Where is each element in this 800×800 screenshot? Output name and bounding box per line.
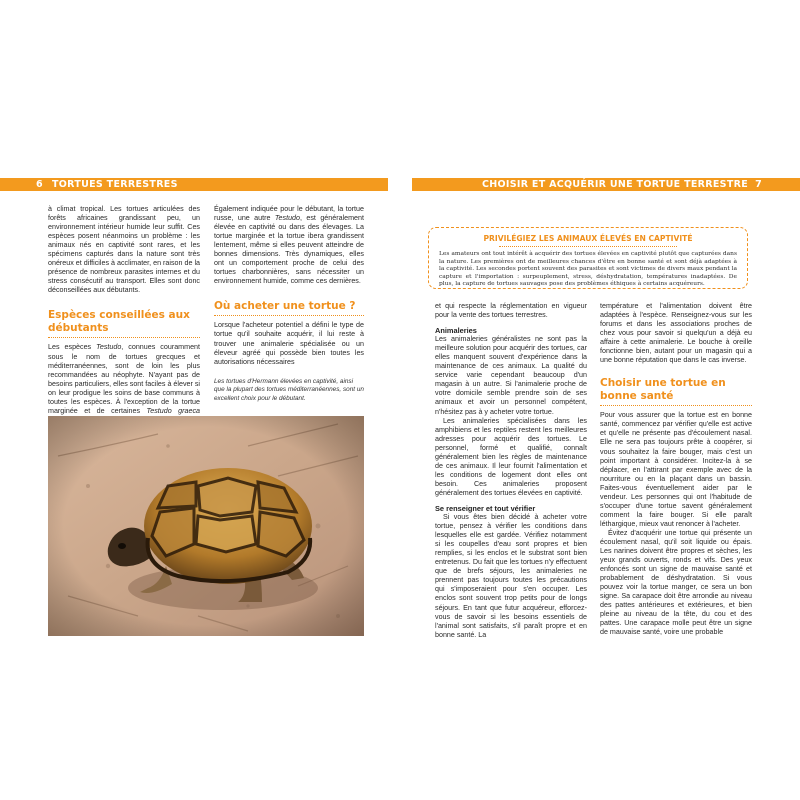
page-number-left: 6	[36, 179, 43, 190]
hermann-tortoise-photo	[48, 416, 364, 636]
section2-paragraph: Lorsque l'acheteur potentiel a défini le type de tortue qu'il souhaite acquérir, il lui reste à trouver une animalerie spécialisée ou un éleveur agréé qui possède bien toutes les autorisations nécessaires	[214, 321, 364, 366]
running-head-band-right	[412, 178, 800, 191]
section1-paragraph: Les espèces Testudo, connues couramment sous le nom de tortues grecques et méditerranéennes, sont de loin les plus recommandées au néophyte. N'ayant pas de besoins particuliers, elles sont faciles à élever si on leur prodigue les soins de base communs à toutes les espèces. À l'exception de la tortue marginée et de certaines Testudo graeca	[48, 343, 201, 415]
col4-intro-paragraph: température et l'alimentation doivent être adaptées à l'espèce. Renseignez-vous sur les forums et dans les associations proches de chez vous pour savoir si quelqu'un a déjà eu affaire à cette animalerie. Le bouche à oreille fonctionne bien, autant pour un magasin qui a une bonne réputation que dans le cas inverse.	[600, 302, 752, 365]
subsection-title-animaleries: Animaleries	[435, 326, 477, 336]
bonne-sante-paragraph-2: Évitez d'acquérir une tortue qui présente un écoulement nasal, qu'il soit liquide ou épais. Les narines doivent être propres et sèches, les yeux grands ouverts, ronds et vifs. Des yeux enfoncés sont un signe de mauvaise santé et probablement de déshydratation. Si vous pouvez voir la tortue manger, ce sera un bon signe. Sa carapace doit être arrondie au niveau des pattes antérieures et extérieures, et bien pleine au niveau de la tête, du cou et des pattes. Une carapace molle peut être un signe de mauvaise santé, voire une probable	[600, 528, 752, 637]
col2-intro-paragraph: Également indiquée pour le débutant, la tortue russe, une autre Testudo, est généralement élevée en captivité ou dans des élevages. La tortue marginée et la tortue ibera grandissent lentement, même si elles peuvent atteindre de bonnes dimensions. Très dynamiques, elles ont un comportement proche de celui des tortues charbonnières, sans nécessiter un environnement humide, comme ces dernières.	[214, 205, 364, 286]
info-box-rule	[499, 246, 677, 247]
subsection-title-renseigner: Se renseigner et tout vérifier	[435, 503, 536, 513]
animaleries-paragraph-2: Les animaleries spécialisées dans les amphibiens et les reptiles restent les meilleures adresses pour acquérir des tortues. Le personnel, formé et qualifié, connaît généralement bien les règles de maintenance de ces animaux. Il leur fournit l'alimentation et les conditions de logement dont elles ont besoin. Ces animaleries proposent généralement des tortues élevées en captivité.	[435, 416, 587, 497]
section-rule	[48, 337, 200, 338]
section-rule	[600, 405, 752, 406]
bonne-sante-paragraph-1: Pour vous assurer que la tortue est en bonne santé, commencez par vérifier qu'elle est active et qu'elle ne présente pas d'écoulement nasal. Elle ne sera pas toujours prête à coopérer, si vous souhaitez la faire bouger, mais c'est un point important à considérer. Incitez-la à se déplacer, en l'attirant par exemple avec de la nourriture ou en la plaçant dans un bassin. Faites-vous éventuellement aider par le vendeur. Les personnes qui ont l'habitude de s'occuper d'une tortue savent généralement comment la faire bouger. Si elle paraît léthargique, mieux vaut renoncer à l'acheter.	[600, 411, 752, 528]
col3-intro-paragraph: et qui respecte la réglementation en vigueur pour la vente des tortues terrestres.	[435, 302, 587, 320]
info-box-text: Les amateurs ont tout intérêt à acquérir des tortues élevées en captivité plutôt que capturées dans la nature. Les premières ont de meilleures chances d'être en bonne santé et sont déjà adaptées à la captivité. Les secondes portent souvent des parasites et sont victimes de divers maux pendant la capture et l'importation : surpeuplement, stress, déshydratation, températures inadaptées. De plus, la capture de tortues sauvages pose des problèmes éthiques à certains acquéreurs.	[439, 251, 737, 287]
info-box-captivite	[428, 227, 748, 289]
column-3	[435, 302, 587, 640]
renseigner-paragraph: Si vous êtes bien décidé à acheter votre tortue, pensez à vérifier les conditions dans lesquelles elle est gardée. Vérifiez notamment si les coupelles d'eau sont propres et bien remplies, si les enclos et le substrat sont bien entretenus. Du fait que les tortues n'y effectuent que de brefs séjours, les animaleries ne prennent pas toujours toutes les précautions qui s'imposeraient pour s'en occuper. Les enclos sont souvent trop petits pour de longs séjours. En tant que futur acquéreur, efforcez-vous de savoir si les besoins essentiels de l'animal sont satisfaits, s'il paraît propre et en bonne santé. La	[435, 513, 587, 639]
col1-intro-paragraph: à climat tropical. Les tortues articulées des forêts africaines grandissant peu, un environnement intérieur humide leur suffit. Ces espèces posent néanmoins un problème : les animaux nés en captivité sont rares, et les spécimens capturés dans la nature sont très onéreux et difficiles à acclimater, en raison de la présence de nombreux parasites internes et du stress consécutif au transport. Elles sont donc déconseillées aux débutants.	[48, 205, 200, 295]
info-box-title: PRIVILÉGIEZ LES ANIMAUX ÉLEVÉS EN CAPTIVITÉ	[483, 234, 693, 243]
running-head-right: CHOISIR ET ACQUÉRIR UNE TORTUE TERRESTRE	[482, 179, 748, 190]
running-head-band-left	[0, 178, 388, 191]
column-2	[214, 205, 364, 367]
animaleries-paragraph-1: Les animaleries généralistes ne sont pas la meilleure solution pour acquérir des tortues, car elles manquent souvent d'expérience dans la maintenance de ces animaux. La qualité du service varie cependant beaucoup d'un magasin à un autre. Si l'animalerie proche de votre domicile semble prendre soin de ses animaux et avoir un personnel compétent, n'hésitez pas à y acheter votre tortue.	[435, 335, 587, 416]
section-title-especes: Espèces conseillées aux débutants	[48, 309, 190, 335]
section-title-bonne-sante: Choisir une tortue en bonne santé	[600, 377, 726, 403]
section-title-ou-acheter: Où acheter une tortue ?	[214, 300, 356, 313]
section-rule	[214, 315, 364, 316]
page-number-right: 7	[755, 179, 762, 190]
column-4	[600, 302, 752, 638]
running-head-left: TORTUES TERRESTRES	[52, 179, 178, 190]
photo-caption: Les tortues d'Hermann élevées en captivité, ainsi que la plupart des tortues méditerranéennes, sont un excellent choix pour le débutant.	[214, 378, 364, 402]
column-1	[48, 205, 200, 434]
